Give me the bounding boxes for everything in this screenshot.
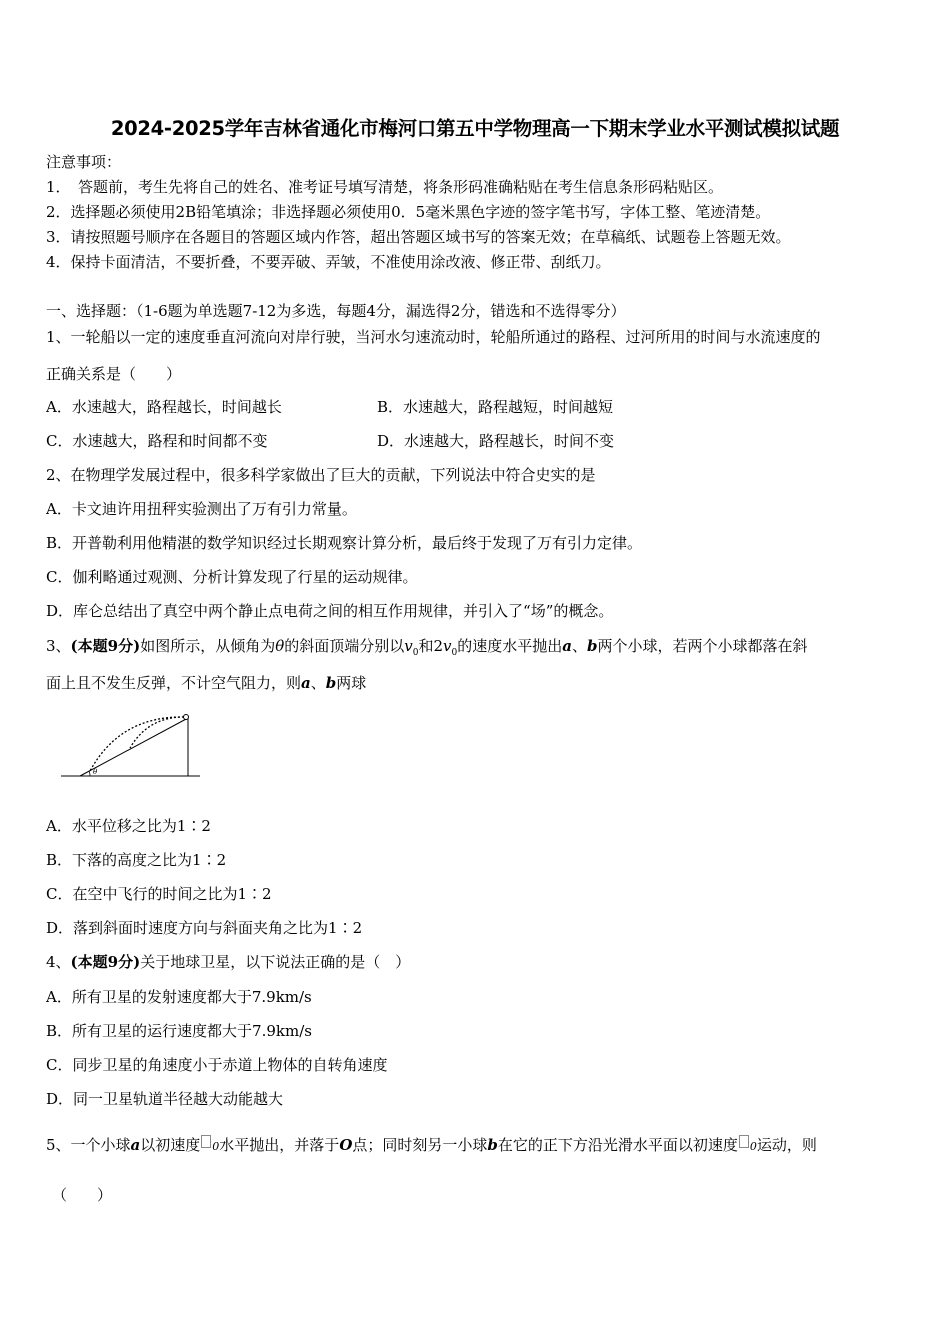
page-title: 2024-2025学年吉林省通化市梅河口第五中学物理高一下期末学业水平测试模拟试题 xyxy=(110,117,840,140)
q3-v-second: v xyxy=(443,637,452,655)
angle-arc xyxy=(89,771,90,776)
q3-sub0-second: 0 xyxy=(451,648,458,658)
q2-stem: 2、在物理学发展过程中，很多科学家做出了巨大的贡献，下列说法中符合史实的是 xyxy=(46,466,596,484)
q2-option-b: B．开普勒利用他精湛的数学知识经过长期观察计算分析，最后终于发现了万有引力定律。 xyxy=(46,534,643,552)
q5-stem-line1: 5、一个小球a以初速度 0水平抛出，并落于O点；同时刻另一小球b在它的正下方沿光滑水平面以初速度 0运动，则 xyxy=(46,1136,817,1154)
q4-option-b: B．所有卫星的运行速度都大于7.9km/s xyxy=(46,1022,312,1040)
angle-label: θ xyxy=(93,768,98,776)
notice-item-1: 1． 答题前，考生先将自己的姓名、准考证号填写清楚，将条形码准确粘贴在考生信息条形码粘贴区。 xyxy=(46,178,724,196)
q3-option-a: A．水平位移之比为1∶2 xyxy=(46,817,211,835)
q3-option-c: C．在空中飞行的时间之比为1∶2 xyxy=(46,885,272,903)
q3-stem-line1: 3、(本题9分)如图所示，从倾角为θ的斜面顶端分别以$v_0$和$2v_0$的速度水平抛出a、b两个小球，若两个小球都落在斜 xyxy=(46,637,808,658)
missing-glyph-icon xyxy=(739,1135,749,1148)
q2-option-d: D．库仑总结出了真空中两个静止点电荷之间的相互作用规律，并引入了“场”的概念。 xyxy=(46,602,614,620)
q4-option-a: A．所有卫星的发射速度都大于7.9km/s xyxy=(46,988,312,1006)
q3-stem-line2: 面上且不发生反弹，不计空气阻力，则a、b两球 xyxy=(46,674,367,692)
q4-option-d: D．同一卫星轨道半径越大动能越大 xyxy=(46,1090,284,1108)
notice-item-3: 3．请按照题号顺序在各题目的答题区域内作答，超出答题区域书写的答案无效；在草稿纸、试题卷上答题无效。 xyxy=(46,228,791,246)
section-heading: 一、选择题：（1-6题为单选题7-12为多选，每题4分，漏选得2分，错选和不选得零分） xyxy=(46,302,626,320)
q3-b-second: b xyxy=(325,674,337,692)
incline-projectile-figure xyxy=(58,708,203,782)
q3-option-d: D．落到斜面时速度方向与斜面夹角之比为1∶2 xyxy=(46,919,363,937)
q1-stem-line1: 1、一轮船以一定的速度垂直河流向对岸行驶，当河水匀速流动时，轮船所通过的路程、过河所用的时间与水流速度的 xyxy=(46,328,821,346)
q4-option-c: C．同步卫星的角速度小于赤道上物体的自转角速度 xyxy=(46,1056,388,1074)
q1-stem-line2: 正确关系是（ ） xyxy=(46,365,182,383)
q2-option-c: C．伽利略通过观测、分析计算发现了行星的运动规律。 xyxy=(46,568,418,586)
q1-option-d: D．水速越大，路程越长，时间不变 xyxy=(377,432,615,450)
notice-heading: 注意事项： xyxy=(46,153,122,171)
notice-item-2: 2．选择题必须使用2B铅笔填涂；非选择题必须使用0．5毫米黑色字迹的签字笔书写，字体工整、笔迹清楚。 xyxy=(46,203,771,221)
q1-option-b: B．水速越大，路程越短，时间越短 xyxy=(377,398,614,416)
q1-option-c: C．水速越大，路程和时间都不变 xyxy=(46,432,268,450)
missing-glyph-icon xyxy=(201,1135,211,1148)
trajectory-a xyxy=(130,717,184,748)
q4-stem: 4、(本题9分)关于地球卫星，以下说法正确的是（ ） xyxy=(46,953,411,971)
q5-sub0-second: 0 xyxy=(749,1140,757,1153)
q1-option-a: A．水速越大，路程越长，时间越长 xyxy=(46,398,282,416)
q3-sep-second: 、 xyxy=(310,674,326,692)
q3-a-second: a xyxy=(301,674,311,692)
q5-stem-line2: （ ） xyxy=(52,1186,113,1204)
notice-item-4: 4．保持卡面清洁，不要折叠，不要弄破、弄皱，不准使用涂改液、修正带、刮纸刀。 xyxy=(46,253,611,271)
q3-option-b: B．下落的高度之比为1∶2 xyxy=(46,851,227,869)
q2-option-a: A．卡文迪许用扭秤实验测出了万有引力常量。 xyxy=(46,500,357,518)
launch-ball xyxy=(184,715,189,720)
